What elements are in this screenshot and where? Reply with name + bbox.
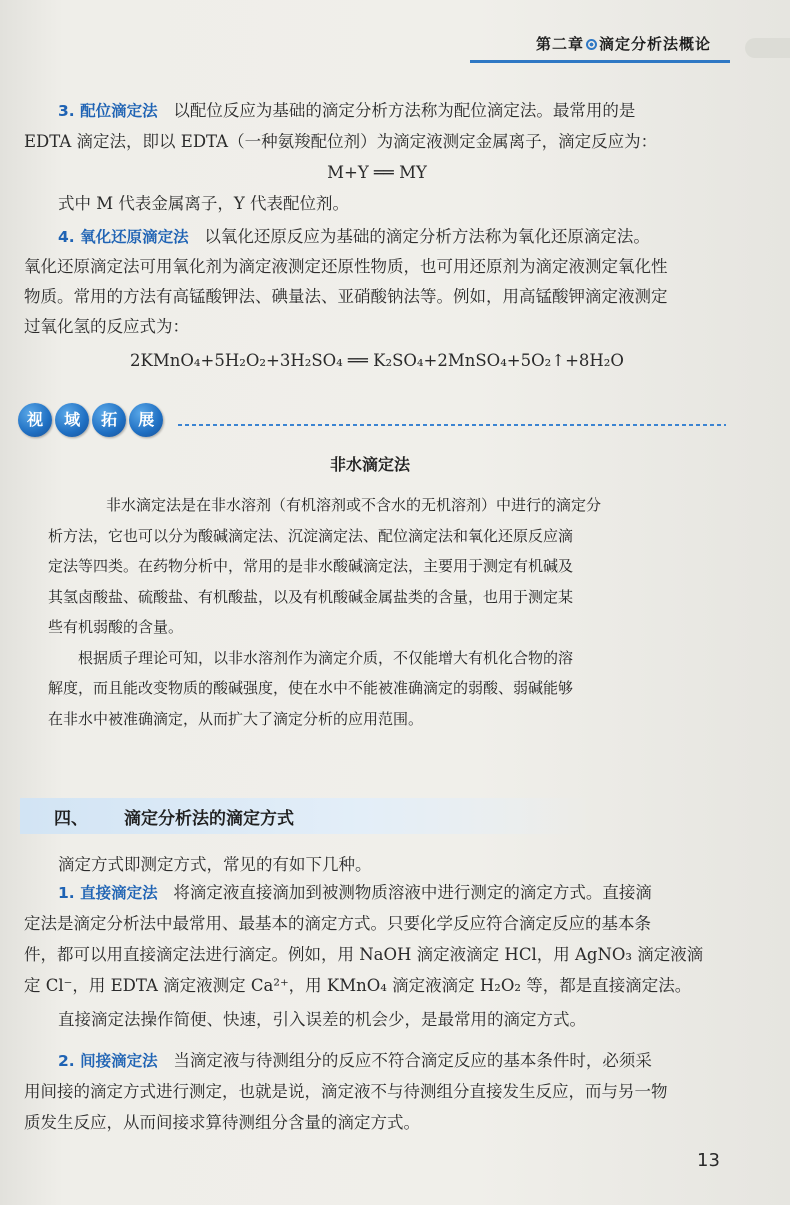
paragraph-line: 些有机弱酸的含量。 xyxy=(48,618,184,636)
header-title xyxy=(536,33,711,54)
banner-char: 域 xyxy=(55,403,89,437)
chapter-number: 第二章 xyxy=(536,35,585,53)
paragraph-line: 定 Cl⁻，用 EDTA 滴定液测定 Ca²⁺，用 KMnO₄ 滴定液滴定 H₂O₂ 等，都是直接滴定法。 xyxy=(24,976,692,995)
paragraph-line: 在非水中被准确滴定，从而扩大了滴定分析的应用范围。 xyxy=(48,709,424,728)
section-redox xyxy=(24,224,730,374)
banner-dashed-rule xyxy=(178,424,726,426)
reaction-equation: 2KMnO₄+5H₂O₂+3H₂SO₄ ══ K₂SO₄+2MnSO₄+5O₂↑+8H₂O xyxy=(130,351,624,370)
banner-char: 视 xyxy=(18,403,52,437)
paragraph-line: 直接滴定法操作简便、快速，引入误差的机会少，是最常用的滴定方式。 xyxy=(58,1010,586,1029)
section-intro xyxy=(24,852,730,878)
paragraph-line: 1. 直接滴定法 将滴定液直接滴加到被测物质溶液中进行测定的滴定方式。直接滴 xyxy=(58,883,652,902)
paragraph-line: 质发生反应，从而间接求算待测组分含量的滴定方式。 xyxy=(24,1113,420,1132)
paragraph-line: 物质。常用的方法有高锰酸钾法、碘量法、亚硝酸钠法等。例如，用高锰酸钾滴定液测定 xyxy=(24,287,668,306)
section-heading-bar xyxy=(20,798,590,834)
page-number: 13 xyxy=(697,1150,720,1171)
paragraph-line: 根据质子理论可知，以非水溶剂作为滴定介质，不仅能增大有机化合物的溶 xyxy=(78,648,574,667)
paragraph-line: 4. 氧化还原滴定法 以氧化还原反应为基础的滴定分析方法称为氧化还原滴定法。 xyxy=(58,227,650,246)
section-direct-titration xyxy=(24,880,730,1033)
running-header xyxy=(0,30,790,70)
paragraph-line: 其氢卤酸盐、硫酸盐、有机酸盐，以及有机酸碱金属盐类的含量，也用于测定某 xyxy=(48,587,574,606)
paragraph-line: EDTA 滴定法，即以 EDTA（一种氨羧配位剂）为滴定液测定金属离子，滴定反应为： xyxy=(24,132,658,151)
page-tab xyxy=(745,38,790,58)
banner-char: 拓 xyxy=(92,403,126,437)
extension-title: 非水滴定法 xyxy=(329,455,410,474)
section-title: 滴定分析法的滴定方式 xyxy=(124,809,294,829)
paragraph-line: 2. 间接滴定法 当滴定液与待测组分的反应不符合滴定反应的基本条件时，必须采 xyxy=(58,1051,652,1070)
section-indirect-titration xyxy=(24,1048,730,1136)
subsection-heading: 1. 直接滴定法 xyxy=(58,884,158,902)
section-number: 四、 xyxy=(54,809,88,829)
paragraph-line: 非水滴定法是在非水溶剂（有机溶剂或不含水的无机溶剂）中进行的滴定分 xyxy=(106,496,602,514)
paragraph-line: 氧化还原滴定法可用氧化剂为滴定液测定还原性物质，也可用还原剂为滴定液测定氧化性 xyxy=(24,257,668,276)
section-complexometric xyxy=(24,98,730,217)
paragraph-line: 定法等四类。在药物分析中，常用的是非水酸碱滴定法，主要用于测定有机碱及 xyxy=(48,557,574,575)
header-rule xyxy=(470,60,730,63)
paragraph-line: 过氧化氢的反应式为： xyxy=(24,317,189,336)
paragraph-line: 3. 配位滴定法 以配位反应为基础的滴定分析方法称为配位滴定法。最常用的是 xyxy=(58,101,636,120)
paragraph-line: 定法是滴定分析法中最常用、最基本的滴定方式。只要化学反应符合滴定反应的基本条 xyxy=(24,914,651,933)
paragraph-line: 件，都可以用直接滴定法进行滴定。例如，用 NaOH 滴定液滴定 HCl，用 AgNO₃ 滴定液滴 xyxy=(24,945,704,964)
chapter-title: 滴定分析法概论 xyxy=(599,35,712,53)
reaction-equation: M+Y ══ MY xyxy=(327,163,427,182)
paragraph-line: 用间接的滴定方式进行测定，也就是说，滴定液不与待测组分直接发生反应，而与另一物 xyxy=(24,1082,668,1101)
paragraph-line: 解度，而且能改变物质的酸碱强度，使在水中不能被准确滴定的弱酸、弱碱能够 xyxy=(48,679,574,697)
paragraph-line: 滴定方式即测定方式，常见的有如下几种。 xyxy=(58,855,372,874)
paragraph-line: 式中 M 代表金属离子，Y 代表配位剂。 xyxy=(58,194,350,213)
subsection-heading: 3. 配位滴定法 xyxy=(58,102,158,120)
paragraph-line: 析方法，它也可以分为酸碱滴定法、沉淀滴定法、配位滴定法和氧化还原反应滴 xyxy=(48,526,574,545)
banner-char: 展 xyxy=(129,403,163,437)
subsection-heading: 4. 氧化还原滴定法 xyxy=(58,228,189,246)
bullet-circle-icon xyxy=(586,39,597,50)
extension-body xyxy=(48,490,720,734)
subsection-heading: 2. 间接滴定法 xyxy=(58,1052,158,1070)
extension-box xyxy=(20,450,720,750)
extension-banner xyxy=(18,403,161,443)
